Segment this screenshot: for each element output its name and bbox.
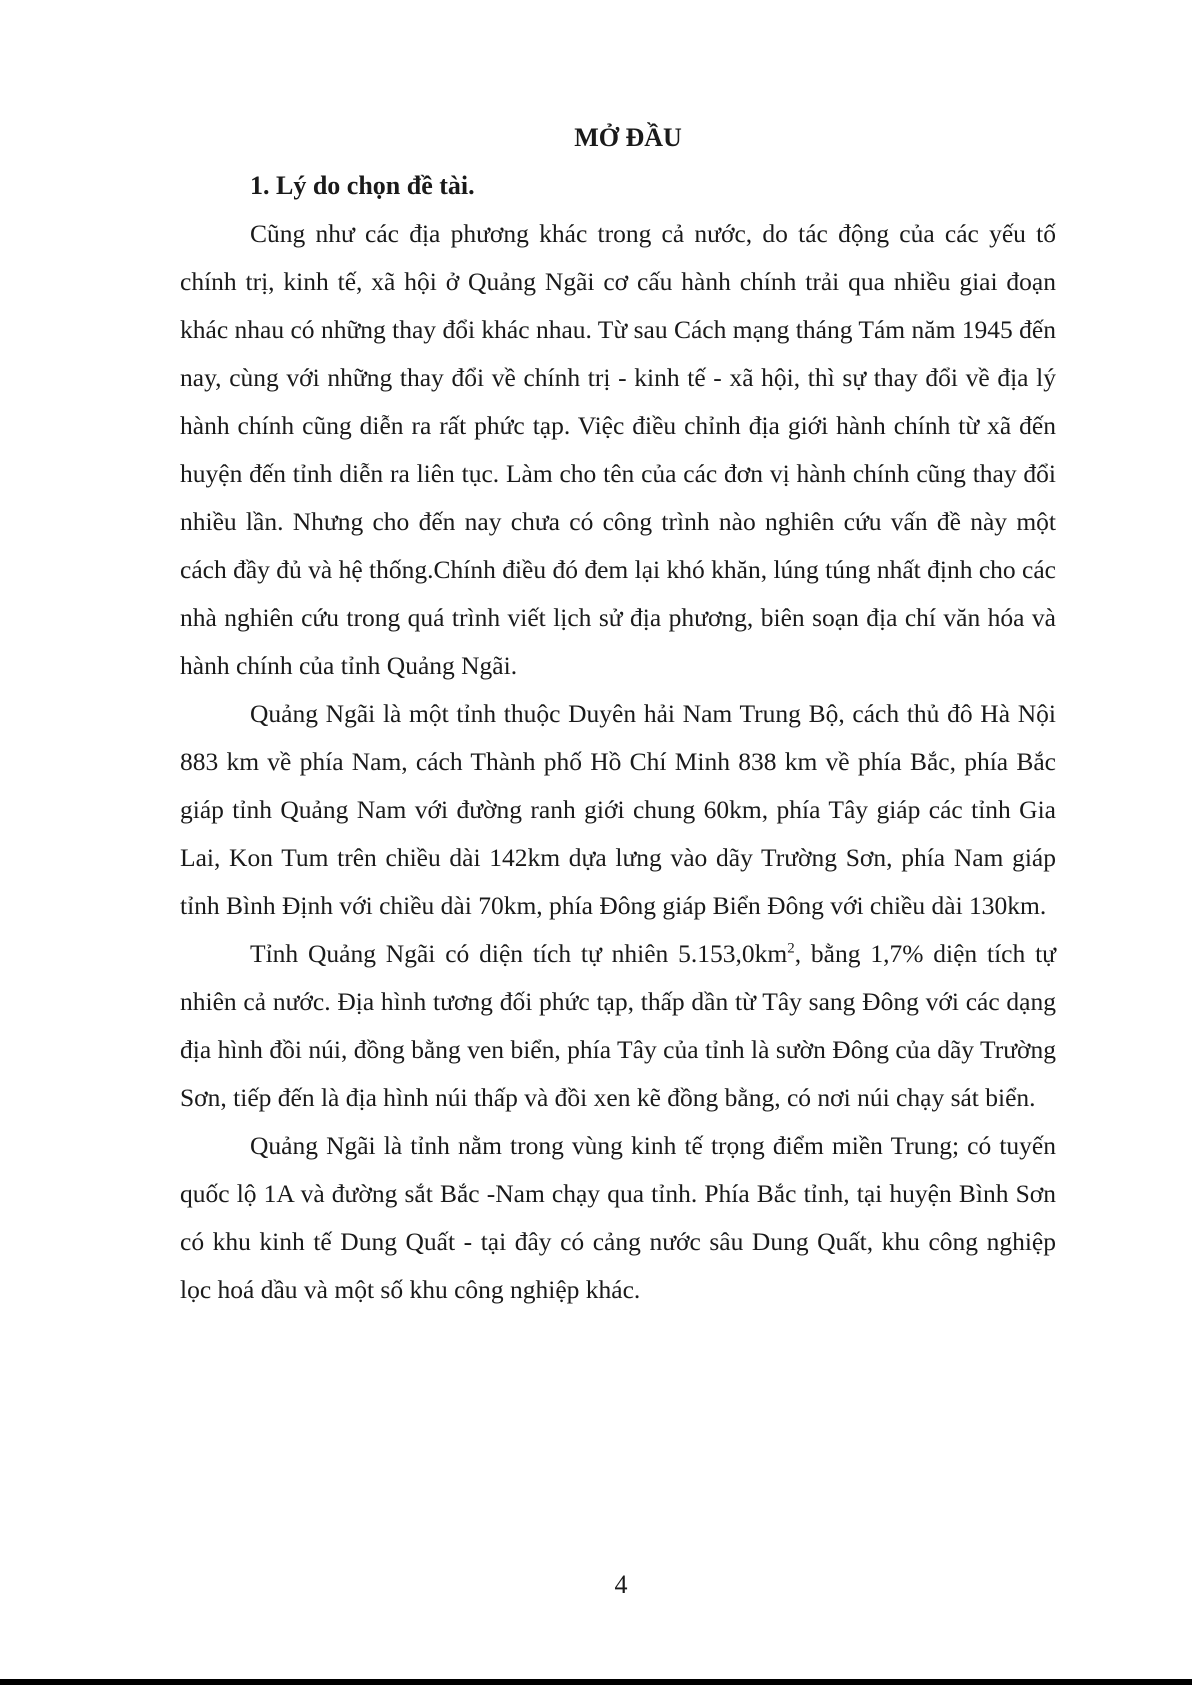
paragraph-reason: Cũng như các địa phương khác trong cả nước, do tác động của các yếu tố chính trị, kinh tế, xã hội ở Quảng Ngãi cơ cấu hành chính trải qua nhiều giai đoạn khác nhau có những thay đổi khác nhau. Từ sau Cách mạng tháng Tám năm 1945 đến nay, cùng với những thay đổi về chính trị - kinh tế - xã hội, thì sự thay đổi về địa lý hành chính cũng diễn ra rất phức tạp. Việc điều chỉnh địa giới hành chính từ xã đến huyện đến tỉnh diễn ra liên tục. Làm cho tên của các đơn vị hành chính cũng thay đổi nhiều lần. Nhưng cho đến nay chưa có công trình nào nghiên cứu vấn đề này một cách đầy đủ và hệ thống.Chính điều đó đem lại khó khăn, lúng túng nhất định cho các nhà nghiên cứu trong quá trình viết lịch sử địa phương, biên soạn địa chí văn hóa và hành chính của tỉnh Quảng Ngãi. [180, 219, 1057, 680]
paragraph-area [180, 930, 1056, 1122]
bottom-edge-bar [0, 1679, 1192, 1685]
area-text-after: , bằng 1,7% diện tích tự nhiên cả nước. Địa hình tương đối phức tạp, thấp dần từ Tây sang Đông với các dạng địa hình đồi núi, đồng bằng ven biển, phía Tây của tỉnh là sườn Đông của dãy Trường Sơn, tiếp đến là địa hình núi thấp và đồi xen kẽ đồng bằng, có nơi núi chạy sát biển. [180, 939, 1056, 1112]
paragraph-location: Quảng Ngãi là một tỉnh thuộc Duyên hải Nam Trung Bộ, cách thủ đô Hà Nội 883 km về phía Nam, cách Thành phố Hồ Chí Minh 838 km về phía Bắc, phía Bắc giáp tỉnh Quảng Nam với đường ranh giới chung 60km, phía Tây giáp các tỉnh Gia Lai, Kon Tum trên chiều dài 142km dựa lưng vào dãy Trường Sơn, phía Nam giáp tỉnh Bình Định với chiều dài 70km, phía Đông giáp Biển Đông với chiều dài 130km. [180, 699, 1056, 920]
page-content [180, 118, 1056, 1314]
page-number: 4 [614, 1570, 628, 1599]
area-text-before: Tỉnh Quảng Ngãi có diện tích tự nhiên 5.153,0km [250, 939, 788, 968]
paragraph-economy: Quảng Ngãi là tỉnh nằm trong vùng kinh tế trọng điểm miền Trung; có tuyến quốc lộ 1A và đường sắt Bắc -Nam chạy qua tỉnh. Phía Bắc tỉnh, tại huyện Bình Sơn có khu kinh tế Dung Quất - tại đây có cảng nước sâu Dung Quất, khu công nghiệp lọc hoá dầu và một số khu công nghiệp khác. [180, 1131, 1056, 1304]
page-heading: MỞ ĐẦU [574, 123, 682, 152]
area-superscript: 2 [787, 940, 795, 957]
section-title: 1. Lý do chọn đề tài. [250, 171, 475, 200]
